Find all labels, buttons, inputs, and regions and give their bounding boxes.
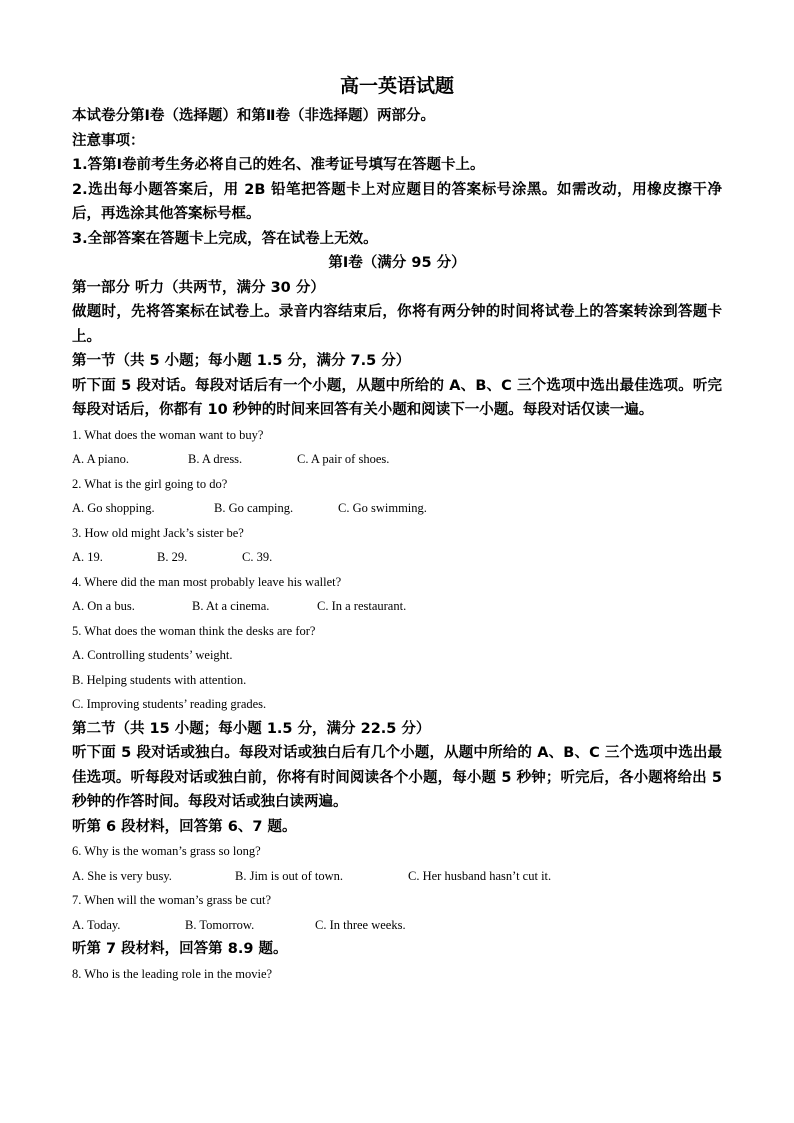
exam-title: 高一英语试题 xyxy=(339,75,454,97)
option-a: A. Controlling students’ weight. xyxy=(72,648,233,662)
section2-instructions: 听下面 5 段对话或独白。每段对话或独白后有几个小题，从题中所给的 A、B、C 三个选项中选出最佳选项。听每段对话或独白前，你将有时间阅读各个小题，每小题 5 秒钟；听完后，各小题将给出 5 秒钟的作答时间。每段对话或独白读两遍。 xyxy=(72,745,722,810)
option-c: C. In three weeks. xyxy=(315,917,406,932)
question-4-options xyxy=(72,594,722,619)
question-7: 7. When will the woman’s grass be cut? xyxy=(72,893,272,907)
option-c: C. A pair of shoes. xyxy=(297,452,390,466)
question-2-options xyxy=(72,496,722,521)
note-2: 2.选出每小题答案后，用 2B 铅笔把答题卡上对应题目的答案标号涂黑。如需改动，用橡皮擦干净后，再选涂其他答案标号框。 xyxy=(72,181,722,222)
option-c: C. In a restaurant. xyxy=(317,599,407,613)
part1-instructions: 做题时，先将答案标在试卷上。录音内容结束后，你将有两分钟的时间将试卷上的答案转涂到答题卡上。 xyxy=(72,304,722,345)
question-2: 2. What is the girl going to do? xyxy=(72,476,228,491)
volume-title: 第Ⅰ卷（满分 95 分） xyxy=(328,255,466,271)
option-a: A. On a bus. xyxy=(72,599,135,613)
question-4: 4. Where did the man most probably leave his wallet? xyxy=(72,574,342,589)
option-b: B. 29. xyxy=(157,550,188,564)
question-6-options xyxy=(72,864,722,889)
question-1-options xyxy=(72,447,722,472)
section1-title: 第一节（共 5 小题；每小题 1.5 分，满分 7.5 分） xyxy=(72,353,411,369)
option-b: B. Go camping. xyxy=(214,501,294,515)
question-5: 5. What does the woman think the desks are for? xyxy=(72,623,316,638)
material-6-heading: 听第 6 段材料，回答第 6、7 题。 xyxy=(72,818,297,835)
option-c: C. Improving students’ reading grades. xyxy=(72,697,267,711)
note-3: 3.全部答案在答题卡上完成，答在试卷上无效。 xyxy=(72,230,378,247)
material-7-heading: 听第 7 段材料，回答第 8.9 题。 xyxy=(72,941,288,957)
option-a: A. Go shopping. xyxy=(72,501,155,515)
question-1: 1. What does the woman want to buy? xyxy=(72,427,264,442)
option-b: B. Helping students with attention. xyxy=(72,672,247,687)
option-b: B. A dress. xyxy=(188,452,243,466)
question-3: 3. How old might Jack’s sister be? xyxy=(72,525,244,540)
intro-line: 本试卷分第Ⅰ卷（选择题）和第Ⅱ卷（非选择题）两部分。 xyxy=(72,108,435,124)
option-b: B. Tomorrow. xyxy=(185,917,255,932)
option-c: C. Go swimming. xyxy=(338,501,427,515)
notice-heading: 注意事项： xyxy=(72,132,145,149)
exam-page xyxy=(72,68,722,986)
option-a: A. A piano. xyxy=(72,452,129,466)
option-c: C. Her husband hasn’t cut it. xyxy=(408,868,552,883)
option-a: A. She is very busy. xyxy=(72,868,172,883)
question-7-options xyxy=(72,913,722,938)
question-3-options xyxy=(72,545,722,570)
option-b: B. Jim is out of town. xyxy=(235,868,343,883)
question-8: 8. Who is the leading role in the movie? xyxy=(72,966,273,981)
section1-instructions: 听下面 5 段对话。每段对话后有一个小题，从题中所给的 A、B、C 三个选项中选出最佳选项。听完每段对话后，你都有 10 秒钟的时间来回答有关小题和阅读下一小题。每段对话仅读一遍。 xyxy=(72,377,722,418)
option-a: A. Today. xyxy=(72,917,121,932)
note-1: 1.答第Ⅰ卷前考生务必将自己的姓名、准考证号填写在答题卡上。 xyxy=(72,157,485,173)
option-b: B. At a cinema. xyxy=(192,599,270,613)
option-c: C. 39. xyxy=(242,550,273,564)
option-a: A. 19. xyxy=(72,550,103,564)
section2-title: 第二节（共 15 小题；每小题 1.5 分，满分 22.5 分） xyxy=(72,720,431,737)
part1-title: 第一部分 听力（共两节，满分 30 分） xyxy=(72,279,325,296)
question-6: 6. Why is the woman’s grass so long? xyxy=(72,844,261,858)
